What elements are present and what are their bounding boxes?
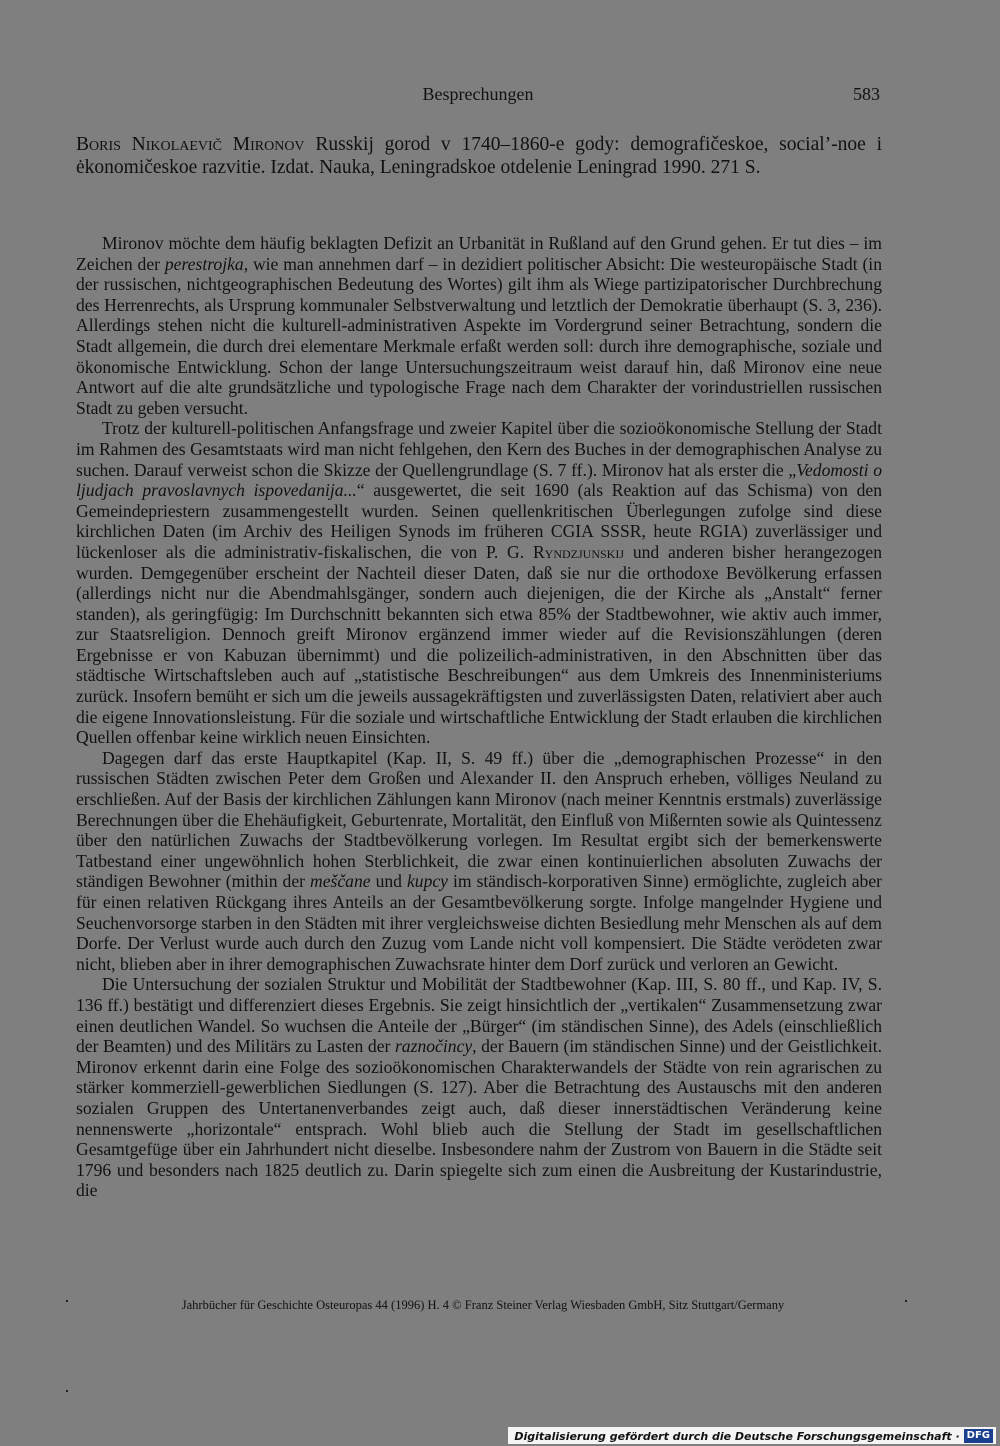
dfg-notice-text: Digitalisierung gefördert durch die Deutsche Forschungsgemeinschaft ·	[514, 1429, 960, 1443]
review-title	[76, 133, 882, 179]
body-paragraph	[76, 418, 882, 748]
author-name: Ryndzjunskij	[532, 541, 625, 562]
scan-mark	[66, 1300, 68, 1302]
text-run: im ständisch-korporativen Sinne) ermöglichte, zugleich aber für einen relativen Rückgang ihres Anteils an der Gesamtbevölkerung sorgte. Infolge mangelnder Hygiene und Seuchenvorsorge starben in den Städten mit ihrer vergleichsweise dichten Besiedlung mehr Menschen als auf dem Dorfe. Der Verlust wurde auch durch den Zuzug vom Lande nicht voll kompensiert. Die Städte verödeten zwar nicht, blieben aber in ihrer demographischen Zuwachsrate hinter dem Dorf zurück und verloren an Gewicht.	[76, 871, 883, 974]
book-bibliography: Russkij gorod v 1740–1860-e gody: demografičeskoe, social’-noe i ėkonomičeskoe razvitie. Izdat. Nauka, Leningradskoe otdelenie Leningrad 1990. 271 S.	[76, 134, 883, 178]
body-paragraph	[76, 748, 882, 975]
text-run: Mironov möchte dem häufig beklagten Defizit an Urbanität in Rußland auf den Grund gehen. Er tut dies – im Zeichen der	[76, 233, 882, 274]
text-run: , wie man annehmen darf – in dezidiert politischer Absicht: Die westeuropäische Stadt (in der russischen, nichtgeographischen Bedeutung des Wortes) gilt ihm als Wiege partizipatorischer Durchbrechung des Herrenrechts, als Ursprung kommunaler Selbstverwaltung und letztlich der Demokratie überhaupt (S. 3, 236). Allerdings stehen nicht die kulturell-administrativen Aspekte im Vordergrund seiner Betrachtung, sondern die Stadt allgemein, die durch drei elementare Merkmale erfaßt werden soll: durch ihre demographische, soziale und ökonomische Entwicklung. Schon der lange Untersuchungszeitraum weist darauf hin, daß Mironov eine neue Antwort auf die alte grundsätzliche und typologische Frage nach dem Charakter der vorindustriellen russischen Stadt zu geben versucht.	[76, 253, 882, 418]
scan-mark	[905, 1300, 907, 1302]
dfg-funding-notice	[508, 1427, 996, 1444]
body-paragraph	[76, 974, 882, 1201]
text-run: und	[370, 871, 407, 892]
text-run: Trotz der kulturell-politischen Anfangsfrage und zweier Kapitel über die sozioökonomische Stellung der Stadt im Rahmen des Gesamtstaats wird man nicht fehlgehen, den Kern des Buches in der demographischen Analyse zu suchen. Darauf verweist schon die Skizze der Quellengrundlage (S. 7 ff.). Mironov hat als erster die „	[76, 418, 882, 480]
review-body	[76, 233, 882, 1201]
text-run: Dagegen darf das erste Hauptkapitel (Kap. II, S. 49 ff.) über die „demographischen Prozesse“ in den russischen Städten zwischen Peter dem Großen und Alexander II. den Anspruch erheben, völliges Neuland zu erschließen. Auf der Basis der kirchlichen Zählungen kann Mironov (nach meiner Kenntnis erstmals) zuverlässige Berechnungen über die Ehehäufigkeit, Geburtenrate, Mortalität, den Einfluß von Mißernten sowie als Quintessenz über den natürlichen Zuwachs der Stadtbevölkerung vorlegen. Im Resultat ergibt sich der bemerkenswerte Tatbestand einer ungewöhnlich hohen Sterblichkeit, die zwar einen kontinuierlichen absoluten Zuwachs der ständigen Bewohner (mithin der	[76, 747, 882, 892]
text-run: , der Bauern (im ständischen Sinne) und der Geistlichkeit. Mironov erkennt darin eine Folge des sozioökonomischen Charakterwandels der Städte von rein agrarischen zu stärker kommerziell-gewerblichen Siedlungen (S. 127). Aber die Betrachtung des Austauschs mit den anderen sozialen Gruppen des Untertanenverbandes zeigt auch, daß dieser innerstädtischen Veränderung keine nennenswerte „horizontale“ entsprach. Wohl blieb auch die Stellung der Stadt im gesellschaftlichen Gesamtgefüge über ein Jahrhundert nicht dieselbe. Insbesondere nahm der Zustrom von Bauern in die Städte seit 1796 und besonders nach 1825 deutlich zu. Darin spiegelte sich zum einen die Ausbreitung der Kustarindustrie, die	[76, 1036, 882, 1201]
page-number: 583	[853, 84, 880, 104]
italic-term: meščane	[310, 871, 371, 892]
text-run: Die Untersuchung der sozialen Struktur und Mobilität der Stadtbewohner (Kap. III, S. 80 ff., und Kap. IV, S. 136 ff.) bestätigt und differenziert dieses Ergebnis. Sie zeigt hinsichtlich der „vertikalen“ Zusammensetzung zwar einen deutlichen Wandel. So wuchsen die Anteile der „Bürger“ (im ständischen Sinne), des Adels (einschließlich der Beamten) und des Militärs zu Lasten der	[76, 974, 882, 1057]
running-title: Besprechungen	[422, 84, 534, 104]
dfg-logo: DFG	[964, 1429, 993, 1443]
body-paragraph	[76, 233, 882, 418]
italic-term: kupcy	[406, 871, 448, 892]
italic-term: Vedomosti o ljudjach pravoslavnych ispovedanija...	[76, 459, 882, 501]
italic-term: raznočincy	[394, 1036, 473, 1057]
text-run: und anderen bisher herangezogen wurden. Demgegenüber erscheint der Nachteil dieser Daten, daß sie nur die orthodoxe Bevölkerung erfassen (allerdings nicht nur die Abendmahlsgänger, sondern auch diejenigen, die der Kirche als „Anstalt“ ferner standen), als geringfügig: Im Durchschnitt bekannten sich etwa 85% der Stadtbewohner, wie aktiv auch immer, zur Staatsreligion. Dennoch greift Mironov ergänzend immer wieder auf die Revisionszählungen (deren Ergebnisse er von Kabuzan übernimmt) und die polizeilich-administrativen, in den Abschnitten über das städtische Wirtschaftsleben auch auf „statistische Beschreibungen“ aus dem Umkreis des Innenministeriums zurück. Insofern bemüht er sich um die jeweils aussagekräftigsten und zuverlässigsten Daten, relativiert aber auch die eigene Innovationsleistung. Für die soziale und wirtschaftliche Entwicklung der Stadt erlauben die kirchlichen Quellen offenbar keine wirklich neuen Einsichten.	[76, 541, 882, 748]
page-header	[76, 84, 880, 110]
italic-term: perestrojka	[164, 253, 244, 274]
book-author: Boris Nikolaevič Mironov	[76, 134, 305, 155]
text-run: “ ausgewertet, die seit 1690 (als Reaktion auf das Schisma) von den Gemeindepriestern zusammengestellt wurden. Seinen quellenkritischen Überlegungen zufolge sind diese kirchlichen Daten (im Archiv des Heiligen Synods im früheren CGIA SSSR, heute RGIA) zuverlässiger und lückenloser als die administrativ-fiskalischen, die von P. G.	[76, 480, 882, 562]
journal-footer: Jahrbücher für Geschichte Osteuropas 44 (1996) H. 4 © Franz Steiner Verlag Wiesbaden GmbH, Sitz Stuttgart/Germany	[181, 1298, 785, 1312]
scan-mark	[66, 1390, 68, 1392]
